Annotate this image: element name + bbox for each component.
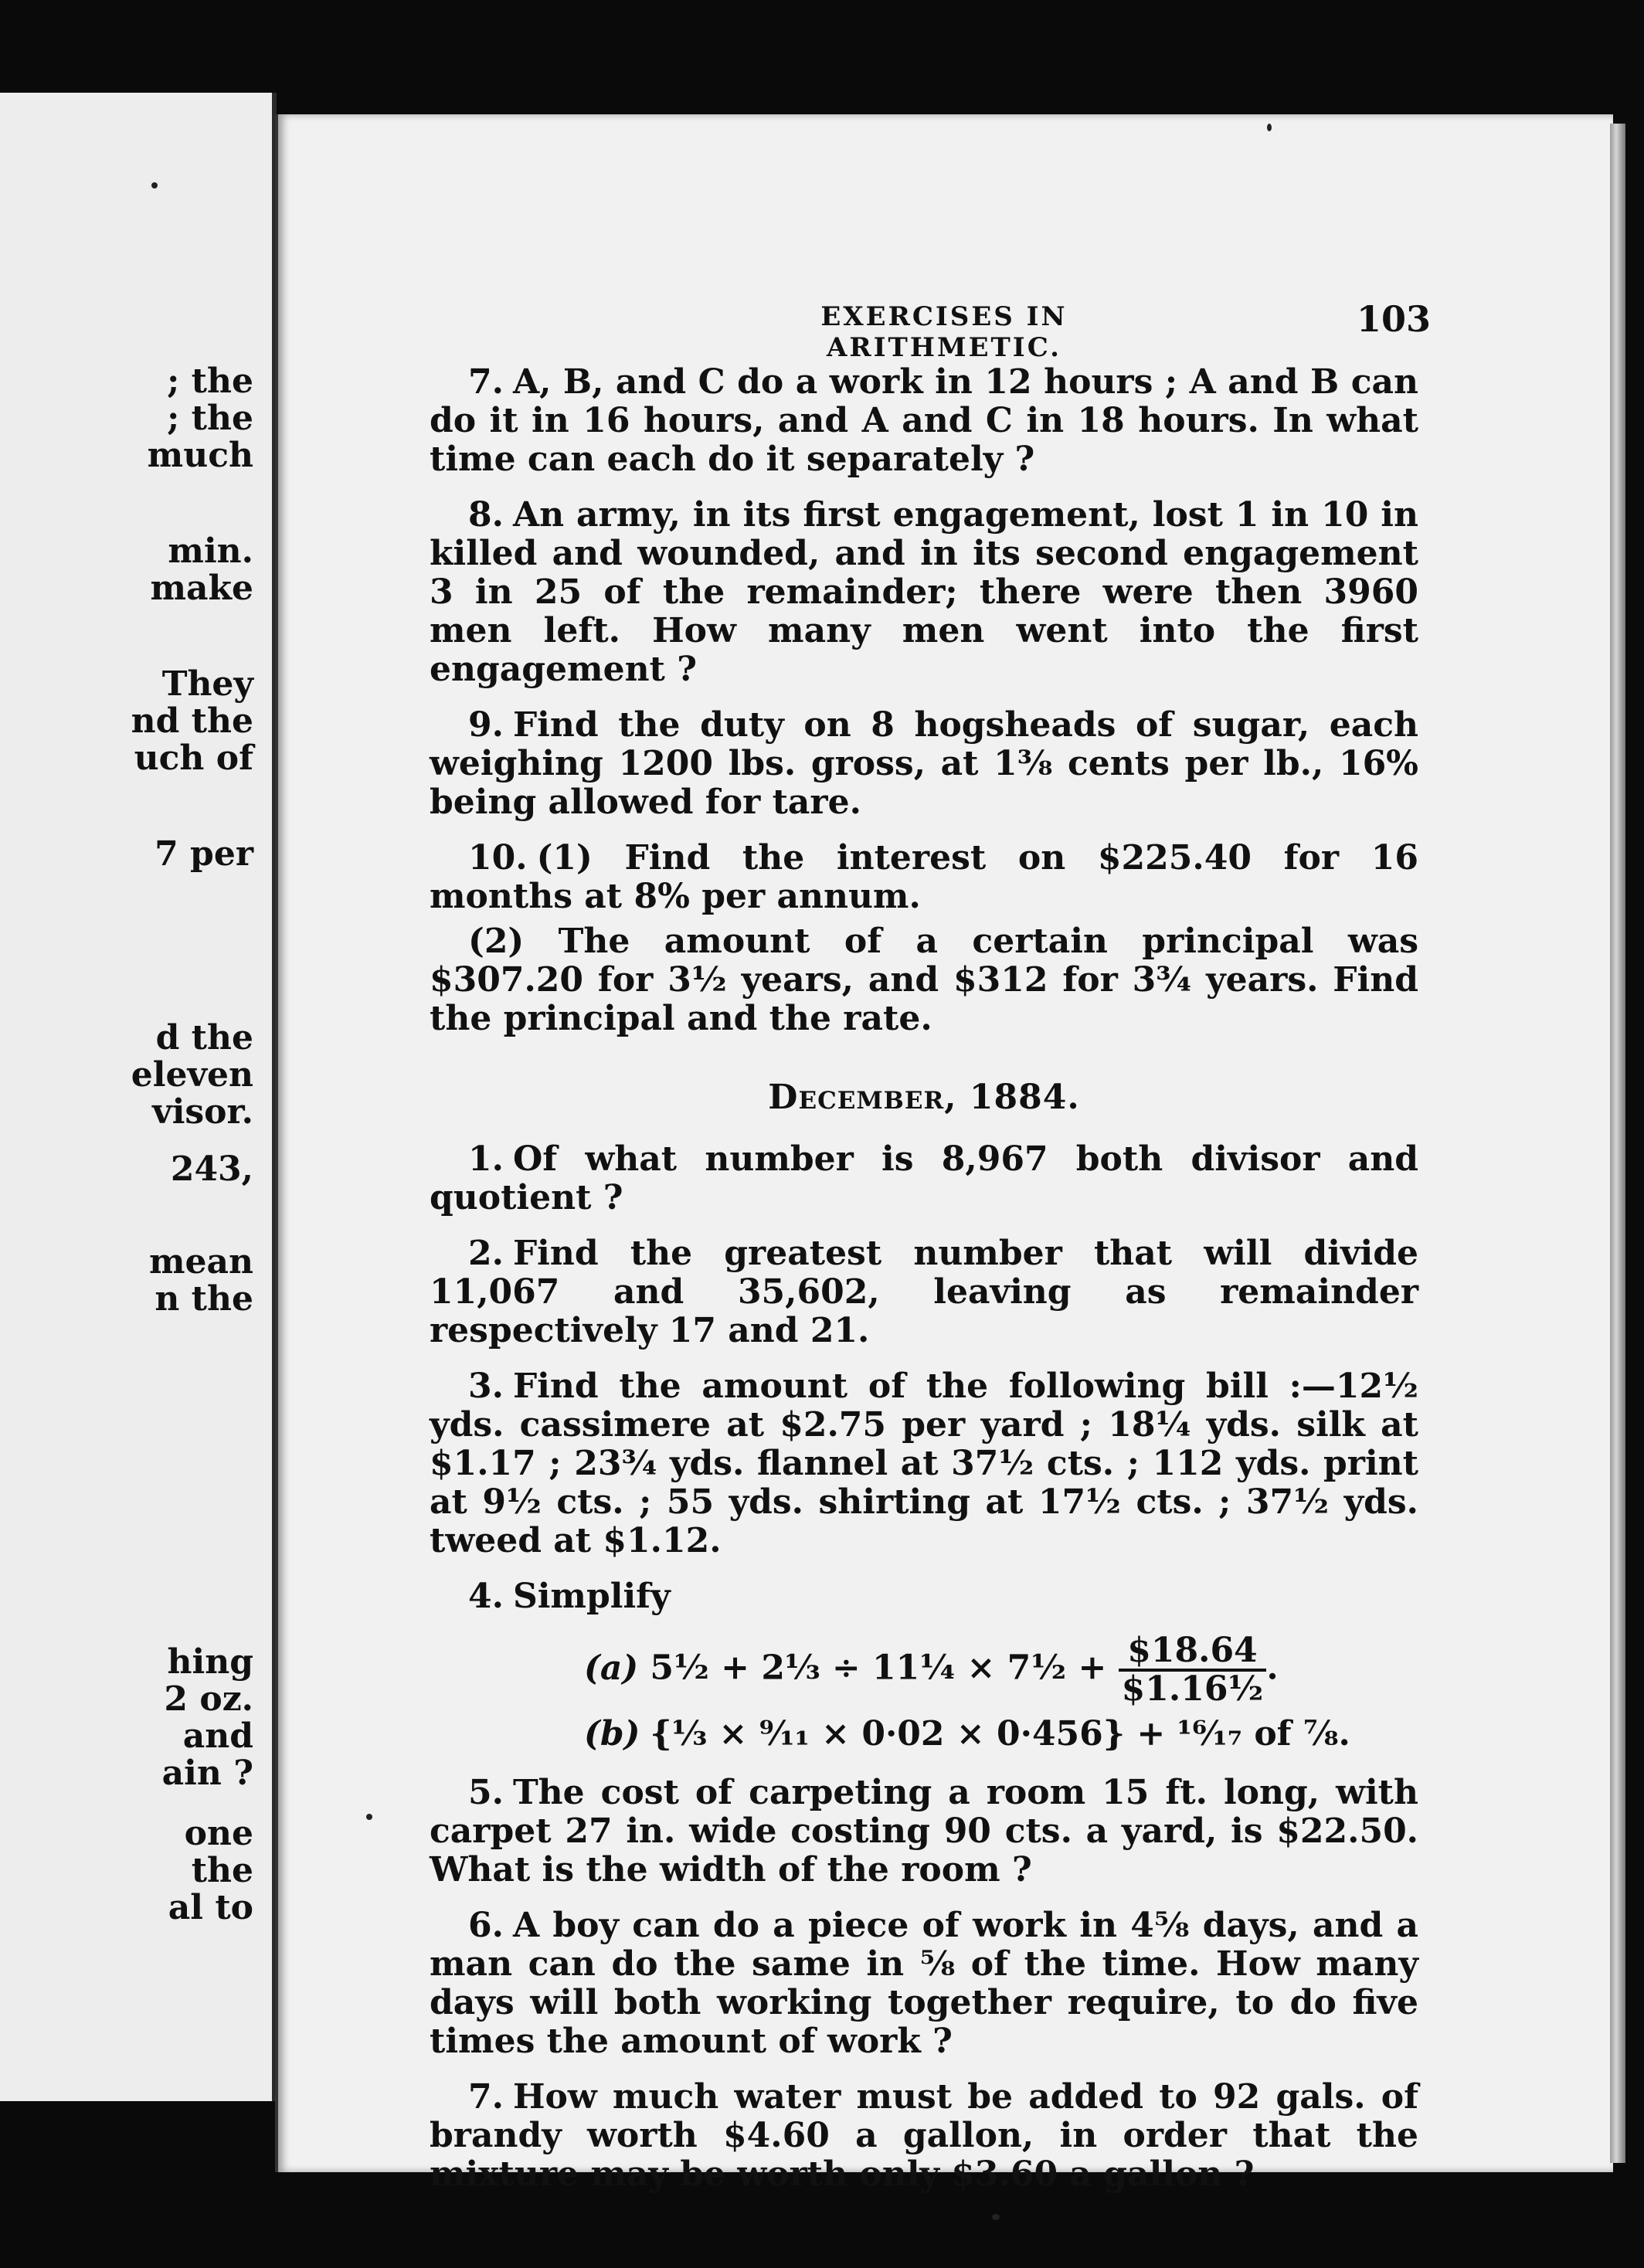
left-page-line: much [147, 436, 253, 475]
print-speck [992, 2214, 1000, 2220]
left-page-line: ; the [167, 362, 253, 401]
left-page-line: 243, [170, 1149, 253, 1189]
simplify-a-label: (a) [584, 1648, 639, 1688]
simplify-b-expression: {⅓ × ⁹⁄₁₁ × 0·02 × 0·456} + ¹⁶⁄₁₇ of ⅞. [650, 1714, 1350, 1754]
problem-2: 2. Find the greatest number that will divide 11,067 and 35,602, leaving as remainder respectively 17 and 21. [430, 1234, 1418, 1350]
left-page-line: one [184, 1814, 253, 1853]
print-speck [151, 182, 158, 188]
problem-3: 3. Find the amount of the following bill :—12½ yds. cassimere at $2.75 per yard ; 18¼ yds. silk at $1.17 ; 23¾ yds. flannel at 37½ cts. ; 112 yds. print at 9½ cts. ; 55 yds. shirting at 17½ cts. ; 37½ yds. tweed at $1.12. [430, 1367, 1418, 1560]
problem-list-first [430, 363, 1418, 1038]
fraction-numerator: $18.64 [1119, 1633, 1267, 1672]
problem-7-water: 7. How much water must be added to 92 gals. of brandy worth $4.60 a gallon, in order that the mixture may be worth only $3.60 a gallon ? [430, 2077, 1418, 2194]
problem-list-second [430, 1140, 1418, 1754]
problem-list-third [430, 1774, 1418, 2194]
running-head: EXERCISES IN ARITHMETIC. [820, 301, 1068, 363]
problem-4: 4. Simplify [468, 1577, 671, 1616]
left-page-line: d the [155, 1018, 253, 1058]
simplify-a-fraction [1119, 1633, 1267, 1707]
left-page-line: visor. [152, 1092, 253, 1132]
problem-10-part-1: 10. (1) Find the interest on $225.40 for 16 months at 8% per annum. [430, 838, 1418, 916]
simplify-b-label: (b) [584, 1714, 640, 1754]
left-page-line: 7 per [155, 834, 253, 874]
simplify-b [430, 1715, 1418, 1754]
print-speck [366, 1814, 372, 1820]
left-page-line: eleven [131, 1055, 253, 1095]
section-heading: December, 1884. [768, 1078, 1080, 1117]
previous-page-fragment [0, 93, 277, 2101]
left-page-line: the [191, 1851, 253, 1890]
left-page-line: and [182, 1716, 253, 1756]
left-page-line: hing [167, 1642, 253, 1682]
problem-8: 8. An army, in its first engagement, lost 1 in 10 in killed and wounded, and in its second engagement 3 in 25 of the remainder; there were then 3960 men left. How many men went into the first engagement ? [430, 495, 1418, 689]
print-speck [1267, 124, 1272, 131]
left-page-line: al to [168, 1888, 253, 1927]
problem-10-part-2: (2) The amount of a certain principal was $307.20 for 3½ years, and $312 for 3¾ years. Find the principal and the rate. [430, 922, 1418, 1038]
problem-9: 9. Find the duty on 8 hogsheads of sugar, each weighing 1200 lbs. gross, at 1⅜ cents per lb., 16% being allowed for tare. [430, 705, 1418, 822]
problem-5: 5. The cost of carpeting a room 15 ft. long, with carpet 27 in. wide costing 90 cts. a yard, is $22.50. What is the width of the room ? [430, 1773, 1418, 1889]
left-page-line: 2 oz. [164, 1679, 253, 1719]
fraction-denominator: $1.16½ [1121, 1669, 1264, 1709]
page-number: 103 [1357, 298, 1432, 340]
left-page-line: make [150, 569, 253, 608]
problem-6: 6. A boy can do a piece of work in 4⅝ days, and a man can do the same in ⅝ of the time. How many days will both working together require, to do five times the amount of work ? [430, 1906, 1418, 2061]
simplify-a-expression: 5½ + 2⅓ ÷ 11¼ × 7½ + [650, 1648, 1107, 1688]
left-page-line: nd the [131, 701, 253, 741]
page-edge [1610, 124, 1625, 2163]
left-page-line: uch of [134, 738, 253, 778]
simplify-a [430, 1633, 1418, 1707]
left-page-line: mean [148, 1242, 253, 1282]
problem-1: 1. Of what number is 8,967 both divisor and quotient ? [430, 1139, 1418, 1217]
left-page-line: They [161, 664, 253, 704]
page-content [430, 363, 1418, 2211]
simplify-a-end: . [1266, 1648, 1279, 1688]
left-page-line: ain ? [161, 1754, 253, 1793]
problem-7: 7. A, B, and C do a work in 12 hours ; A and B can do it in 16 hours, and A and C in 18 hours. In what time can each do it separately ? [430, 362, 1418, 479]
left-page-line: min. [168, 531, 253, 571]
left-page-line: ; the [167, 399, 253, 438]
left-page-line: n the [155, 1279, 253, 1319]
